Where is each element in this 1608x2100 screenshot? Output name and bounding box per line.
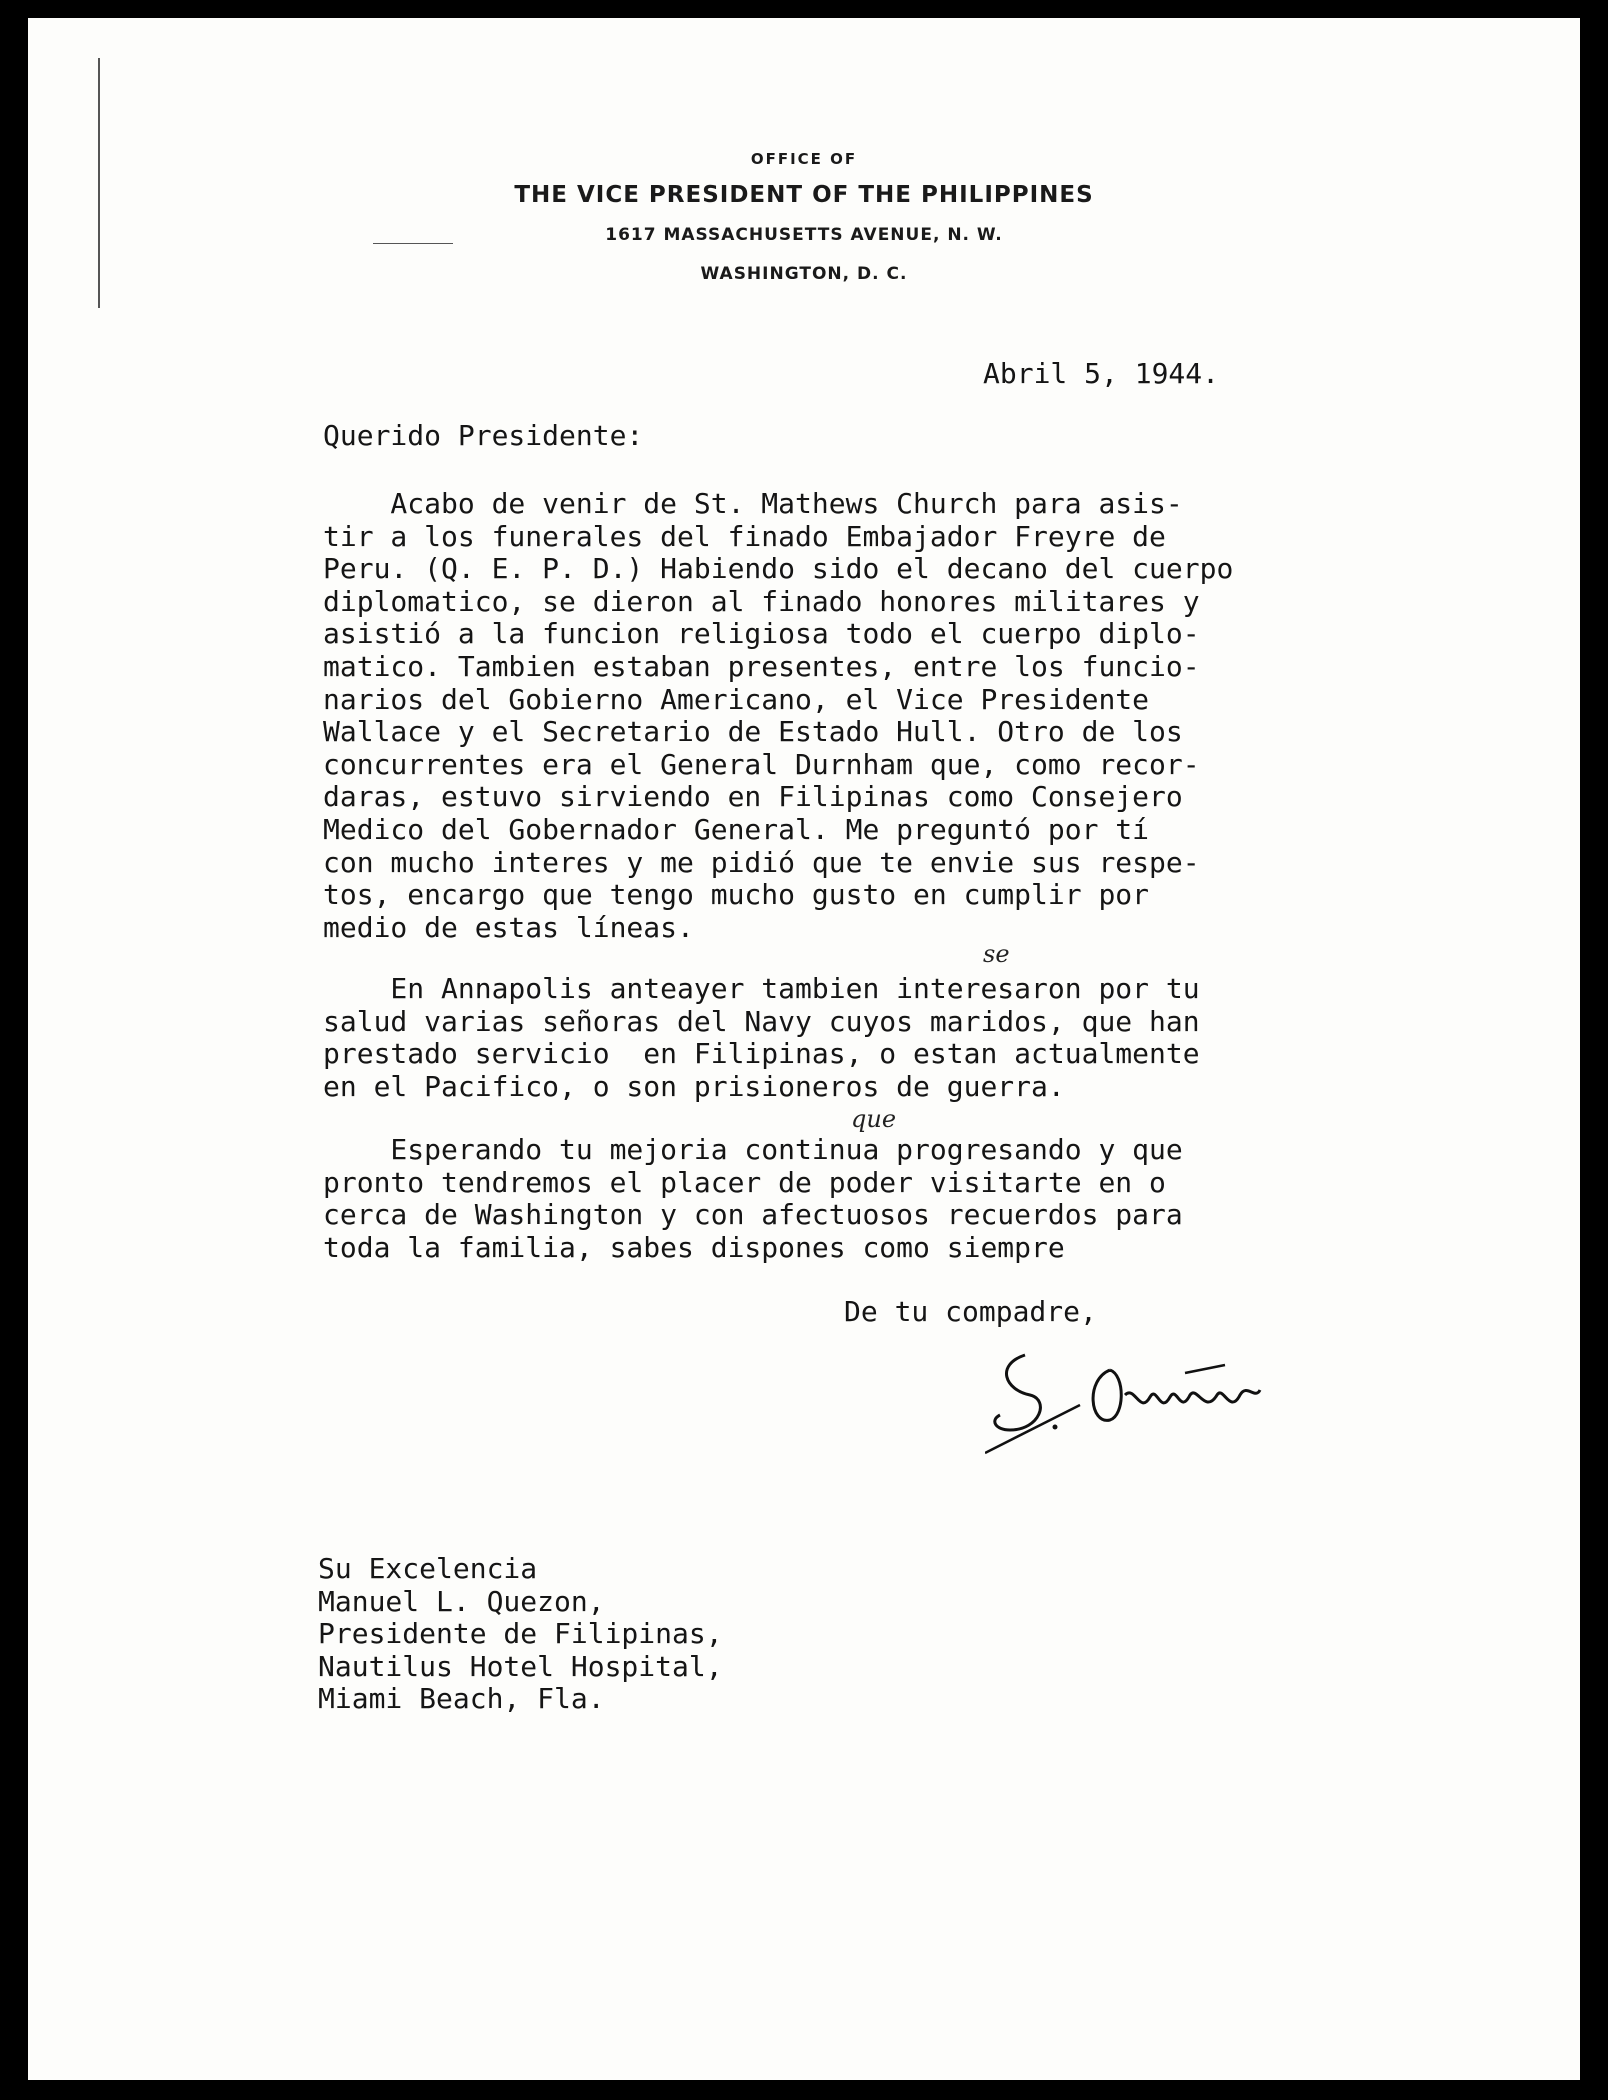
body-paragraph-1: Acabo de venir de St. Mathews Church para asis- tir a los funerales del finado Embajador Freyre de Peru. (Q. E. P. D.) Habiendo sido el decano del cuerpo diplomatico, se dieron al finado honores militares y asistió a la funcion religiosa todo el cuerpo diplo- matico. Tambien estaban presentes, entre los funcio- narios del Gobierno Americano, el Vice Presidente Wallace y el Secretario de Estado Hull. Otro de los concurrentes era el General Durnham que, como recor- daras, estuvo sirviendo en Filipinas como Consejero Medico del Gobernador General. Me preguntó por tí con mucho interes y me pidió que te envie sus respe- tos, encargo que tengo mucho gusto en cumplir por medio de estas líneas. (323, 487, 1234, 944)
letterhead-office: OFFICE OF (750, 150, 858, 168)
letterhead-city: WASHINGTON, D. C. (700, 264, 908, 284)
body-paragraph-2: En Annapolis anteayer tambien interesaron por tu salud varias señoras del Navy cuyos maridos, que han prestado servicio en Filipinas, o estan actualmente en el Pacifico, o son prisioneros de guerra. (323, 972, 1200, 1103)
handwritten-insertion-se: se (983, 940, 1010, 968)
salutation: Querido Presidente: (323, 419, 644, 452)
recipient-address: Su Excelencia Manuel L. Quezon, Presidente de Filipinas, Nautilus Hotel Hospital, Miami Beach, Fla. (318, 1552, 723, 1716)
body-paragraph-3: Esperando tu mejoria continua progresando y que pronto tendremos el placer de poder visitarte en o cerca de Washington y con afectuosos recuerdos para toda la familia, sabes dispones como siempre (323, 1133, 1183, 1264)
signature (985, 1335, 1305, 1455)
letterhead-title: THE VICE PRESIDENT OF THE PHILIPPINES (514, 182, 1094, 208)
closing: De tu compadre, (844, 1295, 1097, 1328)
letter-date: Abril 5, 1944. (983, 357, 1220, 390)
handwritten-insertion-que: que (851, 1105, 897, 1133)
letterhead-address: 1617 MASSACHUSETTS AVENUE, N. W. (605, 225, 1003, 245)
